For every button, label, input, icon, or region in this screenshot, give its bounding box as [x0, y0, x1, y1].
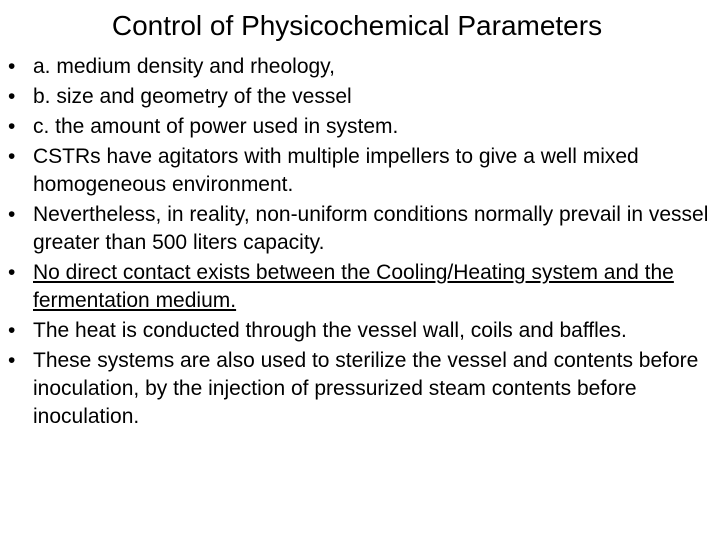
bullet-dot-icon: • [8, 349, 16, 372]
bullet-dot-icon: • [8, 85, 16, 108]
bullet-dot-icon: • [8, 203, 16, 226]
bullet-dot-icon: • [8, 261, 16, 284]
bullet-item-medium-density [8, 53, 714, 81]
bullet-text: Nevertheless, in reality, non-uniform conditions normally prevail in vessel greater than 500 liters capacity. [33, 203, 709, 254]
slide-title: Control of Physicochemical Parameters [111, 10, 603, 41]
bullet-item-power [8, 113, 714, 141]
bullet-text: These systems are also used to sterilize the vessel and contents before inoculation, by the injection of pressurized steam contents before inoculation. [33, 349, 699, 428]
bullet-item-non-uniform [8, 201, 714, 257]
bullet-item-no-direct-contact [8, 259, 714, 315]
bullet-text: c. the amount of power used in system. [33, 115, 399, 138]
bullet-dot-icon: • [8, 115, 16, 138]
bullet-item-heat-conduction [8, 317, 714, 345]
bullet-dot-icon: • [8, 55, 16, 78]
bullet-list [8, 53, 714, 433]
bullet-item-sterilization [8, 347, 714, 431]
bullet-item-cstr-agitators [8, 143, 714, 199]
bullet-text: b. size and geometry of the vessel [33, 85, 352, 108]
bullet-text: CSTRs have agitators with multiple impellers to give a well mixed homogeneous environment. [33, 145, 639, 196]
bullet-dot-icon: • [8, 145, 16, 168]
bullet-item-vessel-size [8, 83, 714, 111]
bullet-text: a. medium density and rheology, [33, 55, 335, 78]
bullet-text-underlined: No direct contact exists between the Cooling/Heating system and the fermentation medium. [33, 261, 674, 312]
bullet-dot-icon: • [8, 319, 16, 342]
bullet-text: The heat is conducted through the vessel wall, coils and baffles. [33, 319, 627, 342]
